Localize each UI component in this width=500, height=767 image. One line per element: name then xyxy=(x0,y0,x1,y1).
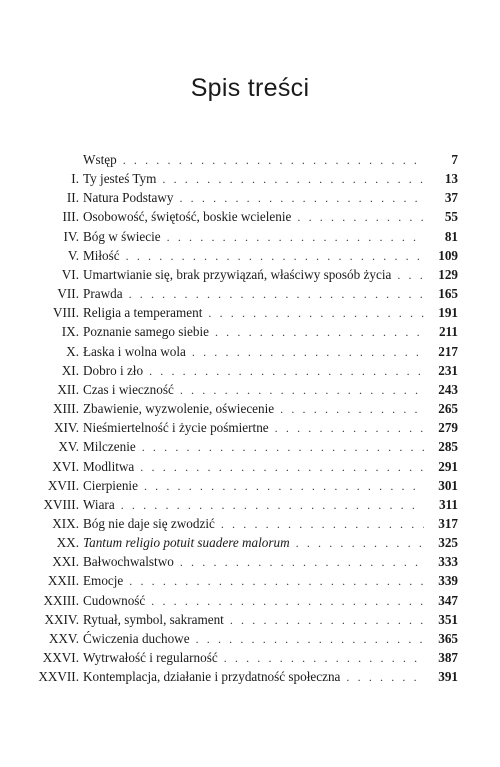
toc-entry-number: VII. xyxy=(57,286,79,302)
toc-entry-number: XI. xyxy=(61,362,79,378)
toc-entry-number: XXI. xyxy=(52,554,79,570)
toc-entry-number: XX. xyxy=(56,535,79,551)
toc-entry-page-number: 291 xyxy=(438,458,458,474)
dot-leader xyxy=(151,592,424,611)
page-title: Spis treści xyxy=(190,74,310,102)
toc-entry-number: XXIII. xyxy=(43,592,79,608)
toc-entry-number: VIII. xyxy=(53,305,79,321)
toc-entry xyxy=(26,322,458,341)
dot-leader xyxy=(230,611,424,630)
dot-leader xyxy=(167,228,424,247)
toc-entry xyxy=(26,648,458,667)
dot-leader xyxy=(142,438,424,457)
toc-entry-page-number: 301 xyxy=(438,477,458,493)
toc-entry-number: XIX. xyxy=(52,515,79,531)
toc-entry-number: I. xyxy=(71,171,79,187)
toc-entry-title: Łaska i wolna wola xyxy=(83,343,186,359)
toc-entry xyxy=(26,610,458,629)
toc-entry-title: Bóg w świecie xyxy=(83,228,161,244)
toc-entry-page-number: 191 xyxy=(438,305,458,321)
dot-leader xyxy=(179,189,424,208)
dot-leader xyxy=(296,534,424,553)
toc-entry-page-number: 7 xyxy=(451,152,458,167)
dot-leader xyxy=(346,668,424,687)
toc-entry xyxy=(26,457,458,476)
toc-entry-page-number: 37 xyxy=(444,190,458,206)
dot-leader xyxy=(162,170,424,189)
toc-entry xyxy=(26,533,458,552)
toc-entry-title: Rytuał, symbol, sakrament xyxy=(83,611,224,627)
toc-entry-title: Tantum religio potuit suadere malorum xyxy=(83,535,290,551)
toc-entry-page-number: 165 xyxy=(438,286,458,302)
toc-entry xyxy=(26,342,458,361)
toc-entry xyxy=(26,227,458,246)
toc-entry-page-number: 365 xyxy=(438,630,458,646)
toc-entry-number: III. xyxy=(62,209,79,225)
toc-entry-title: Wstęp xyxy=(83,152,117,167)
toc-entry xyxy=(26,150,458,169)
toc-entry-title: Religia a temperament xyxy=(83,305,203,321)
toc-entry-page-number: 325 xyxy=(438,535,458,551)
toc-entry-title: Bałwochwalstwo xyxy=(83,554,174,570)
dot-leader xyxy=(180,553,424,572)
toc-entry xyxy=(26,437,458,456)
toc-entry-page-number: 387 xyxy=(438,650,458,666)
toc-entry-number: XXVI. xyxy=(42,650,79,666)
toc-entry-number: XVIII. xyxy=(43,496,79,512)
dot-leader xyxy=(129,572,424,591)
toc-entry-page-number: 13 xyxy=(444,171,458,187)
toc-entry-title: Miłość xyxy=(83,247,120,263)
toc-entry xyxy=(26,667,458,686)
toc-entry-page-number: 217 xyxy=(438,343,458,359)
toc-entry-page-number: 339 xyxy=(438,573,458,589)
toc-entry-title: Umartwianie się, brak przywiązań, właściwy sposób życia xyxy=(83,266,392,282)
toc-entry-number: XVII. xyxy=(47,477,79,493)
toc-entry-number: IV. xyxy=(63,228,79,244)
toc-entry-page-number: 231 xyxy=(438,362,458,378)
toc-entry-page-number: 347 xyxy=(438,592,458,608)
toc-entry-number: XXVII. xyxy=(38,669,79,685)
toc-entry-page-number: 279 xyxy=(438,420,458,436)
dot-leader xyxy=(140,458,424,477)
dot-leader xyxy=(297,208,424,227)
toc-entry xyxy=(26,418,458,437)
toc-entry-title: Dobro i zło xyxy=(83,362,144,378)
toc-entry-page-number: 317 xyxy=(438,515,458,531)
toc-entry-page-number: 55 xyxy=(444,209,458,225)
dot-leader xyxy=(123,151,424,170)
toc-entry-page-number: 391 xyxy=(438,669,458,685)
dot-leader xyxy=(280,400,424,419)
dot-leader xyxy=(224,649,424,668)
toc-entry-title: Czas i wieczność xyxy=(83,381,174,397)
toc-entry-page-number: 311 xyxy=(438,496,458,512)
dot-leader xyxy=(121,496,424,515)
dot-leader xyxy=(126,247,424,266)
toc-entry-title: Osobowość, świętość, boskie wcielenie xyxy=(83,209,292,225)
toc-entry-page-number: 211 xyxy=(438,324,458,340)
toc-entry xyxy=(26,265,458,284)
toc-entry xyxy=(26,552,458,571)
toc-entry xyxy=(26,399,458,418)
dot-leader xyxy=(192,343,424,362)
toc-entry-number: V. xyxy=(67,247,79,263)
toc-entry xyxy=(26,169,458,188)
toc-entry-page-number: 109 xyxy=(438,247,458,263)
toc-entry-title: Ty jesteś Tym xyxy=(83,171,157,187)
toc-entry-page-number: 265 xyxy=(438,401,458,417)
toc-entry-title: Kontemplacja, działanie i przydatność społeczna xyxy=(83,669,341,685)
toc-entry-number: IX. xyxy=(61,324,79,340)
toc-entry-number: XIV. xyxy=(53,420,79,436)
toc-entry-title: Wiara xyxy=(83,496,115,512)
dot-leader xyxy=(180,381,424,400)
toc-entry-page-number: 243 xyxy=(438,381,458,397)
toc-entry-title: Natura Podstawy xyxy=(83,190,174,206)
toc-entry-page-number: 81 xyxy=(444,228,458,244)
toc-entry xyxy=(26,380,458,399)
toc-entry-number: XV. xyxy=(58,439,79,455)
toc-entry-number: XXV. xyxy=(48,630,79,646)
toc-entry-number: XXII. xyxy=(47,573,79,589)
toc-entry-page-number: 285 xyxy=(438,439,458,455)
toc-entry-page-number: 129 xyxy=(438,266,458,282)
dot-leader xyxy=(275,419,424,438)
toc-entry-title: Bóg nie daje się zwodzić xyxy=(83,515,215,531)
dot-leader xyxy=(397,266,424,285)
toc-entry-title: Nieśmiertelność i życie pośmiertne xyxy=(83,420,269,436)
toc-entry-title: Modlitwa xyxy=(83,458,135,474)
toc-entry xyxy=(26,591,458,610)
toc-entry xyxy=(26,629,458,648)
toc-entry xyxy=(26,207,458,226)
toc-entry-title: Emocje xyxy=(83,573,124,589)
toc-entry-page-number: 351 xyxy=(438,611,458,627)
dot-leader xyxy=(208,304,424,323)
toc-entry xyxy=(26,246,458,265)
toc-entry-title: Wytrwałość i regularność xyxy=(83,650,218,666)
toc-entry-number: XII. xyxy=(57,381,79,397)
toc-entry-title: Milczenie xyxy=(83,439,136,455)
toc-entry xyxy=(26,571,458,590)
toc-entry-title: Prawda xyxy=(83,286,123,302)
toc-entry xyxy=(26,514,458,533)
toc-entry xyxy=(26,495,458,514)
toc-entry xyxy=(26,303,458,322)
dot-leader xyxy=(129,285,424,304)
toc-entry-title: Zbawienie, wyzwolenie, oświecenie xyxy=(83,401,275,417)
dot-leader xyxy=(149,362,424,381)
toc-entry-title: Cierpienie xyxy=(83,477,138,493)
toc-entry xyxy=(26,188,458,207)
toc-entry-number: XVI. xyxy=(52,458,79,474)
toc-entry-title: Cudowność xyxy=(83,592,146,608)
toc-entry-title: Ćwiczenia duchowe xyxy=(83,630,190,646)
toc-entry-title: Poznanie samego siebie xyxy=(83,324,209,340)
toc-entry-number: II. xyxy=(66,190,79,206)
table-of-contents xyxy=(26,150,458,686)
dot-leader xyxy=(196,630,424,649)
toc-entry-number: X. xyxy=(66,343,79,359)
toc-entry xyxy=(26,476,458,495)
toc-entry-page-number: 333 xyxy=(438,554,458,570)
dot-leader xyxy=(215,323,424,342)
dot-leader xyxy=(221,515,424,534)
toc-entry xyxy=(26,284,458,303)
toc-entry xyxy=(26,361,458,380)
toc-entry-number: VI. xyxy=(61,266,79,282)
toc-entry-number: XXIV. xyxy=(44,611,79,627)
dot-leader xyxy=(144,477,424,496)
toc-entry-number: XIII. xyxy=(53,401,79,417)
